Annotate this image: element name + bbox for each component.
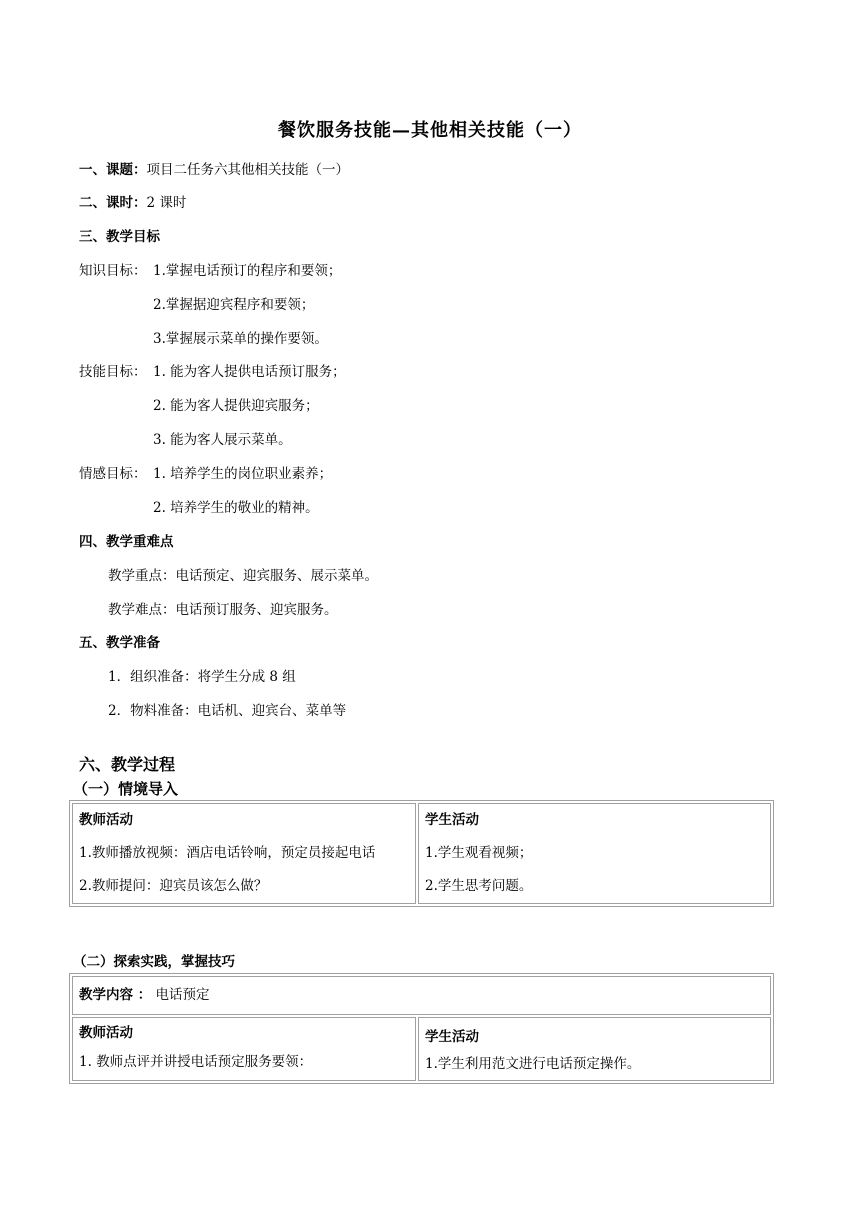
key-difficulty: 教学难点：电话预订服务、迎宾服务。 <box>108 602 338 618</box>
hours-line <box>79 191 186 211</box>
student-column <box>418 803 771 904</box>
skill-item: 3. 能为客人展示菜单。 <box>153 432 292 448</box>
teacher-column <box>72 1017 416 1081</box>
knowledge-item: 2.掌握据迎宾程序和要领； <box>153 297 315 313</box>
teacher-column <box>72 803 416 904</box>
document-title: 餐饮服务技能—其他相关技能（一） <box>278 120 582 141</box>
emotion-item: 1. 培养学生的岗位职业素养； <box>153 466 333 482</box>
content-label: 教学内容 ： <box>79 987 152 1003</box>
key-focus: 教学重点：电话预定、迎宾服务、展示菜单。 <box>108 568 378 584</box>
topic-label: 一、课题： <box>79 162 147 178</box>
objectives-heading: 三、教学目标 <box>79 229 160 245</box>
teacher-header: 教师活动 <box>79 812 133 828</box>
topic-line <box>79 158 349 178</box>
student-row: 1.学生观看视频； <box>425 845 533 861</box>
skill-label: 技能目标： <box>79 364 147 380</box>
skill-item: 1. 能为客人提供电话预订服务； <box>153 364 346 380</box>
student-header: 学生活动 <box>425 812 479 828</box>
student-row: 1.学生利用范文进行电话预定操作。 <box>425 1056 641 1072</box>
emotion-label: 情感目标： <box>79 466 147 482</box>
teacher-row: 1.教师播放视频：酒店电话铃响，预定员接起电话 <box>79 845 376 861</box>
hours-value: 2 课时 <box>146 195 187 211</box>
key-points-heading: 四、教学重难点 <box>79 534 174 550</box>
student-header: 学生活动 <box>425 1029 479 1045</box>
preparation-item: 1．组织准备：将学生分成 8 组 <box>108 669 296 685</box>
emotion-item: 2. 培养学生的敬业的精神。 <box>153 500 319 516</box>
hours-label: 二、课时： <box>79 195 147 211</box>
preparation-heading: 五、教学准备 <box>79 635 160 651</box>
student-column <box>418 1017 771 1081</box>
preparation-item: 2．物料准备：电话机、迎宾台、菜单等 <box>108 703 347 719</box>
knowledge-label: 知识目标： <box>79 263 147 279</box>
section1-heading: （一）情境导入 <box>73 780 179 798</box>
knowledge-item: 3.掌握展示菜单的操作要领。 <box>153 331 328 347</box>
skill-item: 2. 能为客人提供迎宾服务； <box>153 398 319 414</box>
section2-heading: （二）探索实践，掌握技巧 <box>73 954 235 970</box>
teacher-header: 教师活动 <box>79 1025 133 1041</box>
section2-table <box>69 973 774 1084</box>
teacher-row: 1. 教师点评并讲授电话预定服务要领： <box>79 1054 313 1070</box>
student-row: 2.学生思考问题。 <box>425 878 533 894</box>
process-heading: 六、教学过程 <box>79 755 176 774</box>
content-row <box>72 976 771 1015</box>
knowledge-item: 1.掌握电话预订的程序和要领； <box>153 263 342 279</box>
section1-table <box>69 800 774 907</box>
topic-value: 项目二任务六其他相关技能（一） <box>146 162 349 178</box>
content-value: 电话预定 <box>155 987 210 1003</box>
teacher-row: 2.教师提问：迎宾员该怎么做？ <box>79 878 268 894</box>
